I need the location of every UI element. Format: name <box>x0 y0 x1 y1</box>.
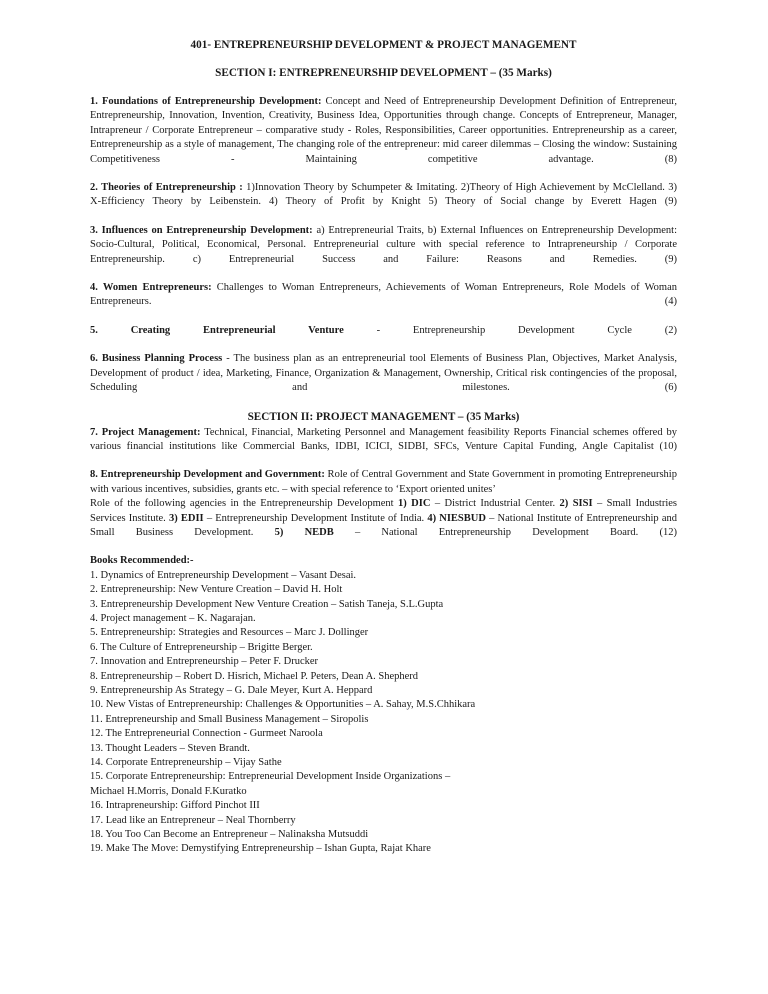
agency-dic-label: 1) DIC <box>398 498 431 510</box>
topic-body: Challenges to Woman Entrepreneurs, Achievements of Woman Entrepreneurs, Role Models of Woman Entrepreneurs. <box>90 282 677 308</box>
book-item: 18. You Too Can Become an Entrepreneur – Nalinaksha Mutsuddi <box>90 829 369 841</box>
topic-body: Concept and Need of Entrepreneurship Development Definition of Entrepreneur, Entrepreneurship, Innovation, Invention, Creativity, Business Idea, Opportunities through change. Concepts of Entrepreneur, Manager, Intrapreneur / Corporate Entrepreneur – comparative study - Roles, Responsibilities, Career opportunities. Entrepreneurship as a career, Entrepreneurship as a style of management, The changing role of the entrepreneur: mid career dilemmas – Closing the window: Sustaining Competitiveness - Maintaining competitive advantage. <box>90 96 678 165</box>
book-item: 16. Intrapreneurship: Gifford Pinchot III <box>90 800 260 812</box>
books-heading: Books Recommended:- <box>90 555 194 567</box>
book-item: 5. Entrepreneurship: Strategies and Resources – Marc J. Dollinger <box>90 627 369 639</box>
books-list <box>90 569 677 857</box>
agency-edii-text: – Entrepreneurship Development Institute of India. <box>203 512 428 524</box>
book-item: 17. Lead like an Entrepreneur – Neal Thornberry <box>90 814 296 826</box>
book-item: 2. Entrepreneurship: New Venture Creation – David H. Holt <box>90 584 343 596</box>
book-item: 3. Entrepreneurship Development New Venture Creation – Satish Taneja, S.L.Gupta <box>90 598 444 610</box>
book-item: 15. Corporate Entrepreneurship: Entrepreneurial Development Inside Organizations – <box>90 771 451 783</box>
agency-niesbud-text: – National Institute of Entrepreneurship and Small Business Development. <box>90 512 677 538</box>
agency-edii-label: 3) EDII <box>168 512 204 524</box>
book-item: 13. Thought Leaders – Steven Brandt. <box>90 742 250 754</box>
agencies-paragraph <box>90 497 677 540</box>
agency-nedb-label: 5) NEDB <box>274 526 334 538</box>
topic-marks: (10) <box>659 440 677 452</box>
section-1-heading: SECTION I: ENTREPRENEURSHIP DEVELOPMENT – (35 Marks) <box>215 67 552 79</box>
syllabus-page <box>90 38 677 857</box>
section-2-heading: SECTION II: PROJECT MANAGEMENT – (35 Marks) <box>247 410 520 423</box>
agencies-intro: Role of the following agencies in the Entrepreneurship Development <box>90 498 399 510</box>
topic-marks: (4) <box>664 296 677 308</box>
topic-heading: 3. Influences on Entrepreneurship Development: <box>90 224 313 236</box>
book-item: 4. Project management – K. Nagarajan. <box>90 612 256 624</box>
topic-body: 1)Innovation Theory by Schumpeter & Imitating. 2)Theory of High Achievement by McClelland. 3) X-Efficiency Theory by Leibenstein. 4) Theory of Profit by Knight 5) Theory of Social change by Everett Hagen <box>90 182 677 208</box>
topic-8 <box>90 468 677 497</box>
topic-body: - Entrepreneurship Development Cycle <box>343 324 632 336</box>
document-title: 401- ENTREPRENEURSHIP DEVELOPMENT & PROJECT MANAGEMENT <box>190 39 577 51</box>
book-item: 6. The Culture of Entrepreneurship – Brigitte Berger. <box>90 641 313 653</box>
topic-marks: (2) <box>664 324 677 336</box>
topic-body: Technical, Financial, Marketing Personnel and Management feasibility Reports Financial schemes offered by various financial institutions like Commercial Banks, IDBI, ICICI, SIDBI, SFCs, Venture Capital Funding, Angle Capitalist <box>90 426 677 452</box>
topic-3 <box>90 224 677 267</box>
book-item: 8. Entrepreneurship – Robert D. Hisrich, Michael P. Peters, Dean A. Shepherd <box>90 670 419 682</box>
agency-dic-text: – District Industrial Center. <box>430 498 560 510</box>
book-item: 19. Make The Move: Demystifying Entrepreneurship – Ishan Gupta, Rajat Khare <box>90 843 431 855</box>
book-item: 7. Innovation and Entrepreneurship – Peter F. Drucker <box>90 656 319 668</box>
agency-sisi-label: 2) SISI <box>559 498 593 510</box>
book-item: 12. The Entrepreneurial Connection - Gurmeet Naroola <box>90 728 323 740</box>
topic-heading: 1. Foundations of Entrepreneurship Development: <box>90 96 322 107</box>
topic-heading: 8. Entrepreneurship Development and Government: <box>90 469 325 481</box>
agency-sisi-text: – Small Industries Services Institute. <box>90 498 677 524</box>
topic-5 <box>90 324 677 338</box>
topic-body: - The business plan as an entrepreneurial tool Elements of Business Plan, Objectives, Market Analysis, Development of product / idea, Marketing, Finance, Organization & Management, Ownership, Critical risk contingencies of the proposal, Scheduling and milestones. <box>90 353 677 394</box>
topic-marks: (6) <box>664 382 677 394</box>
topic-marks: (12) <box>659 526 677 538</box>
topic-7 <box>90 426 677 455</box>
topic-heading: 6. Business Planning Process <box>90 353 223 365</box>
book-item: 9. Entrepreneurship As Strategy – G. Dale Meyer, Kurt A. Heppard <box>90 685 373 696</box>
topic-body: a) Entrepreneurial Traits, b) External Influences on Entrepreneurship Development: Socio-Cultural, Political, Economical, Personal. Entrepreneurial culture with special reference to Intrapreneurship / Corporate Entrepreneurship. c) Entrepreneurial Success and Failure: Reasons and Remedies. <box>90 224 678 265</box>
topic-heading: 7. Project Management: <box>90 426 201 438</box>
topic-marks: (8) <box>664 153 678 165</box>
topic-2 <box>90 181 677 210</box>
topic-heading: 5. Creating Entrepreneurial Venture <box>90 324 344 336</box>
topic-4 <box>90 281 677 310</box>
book-item: 11. Entrepreneurship and Small Business Management – Siropolis <box>90 713 369 725</box>
topic-heading: 4. Women Entrepreneurs: <box>90 282 212 294</box>
book-item: 10. New Vistas of Entrepreneurship: Challenges & Opportunities – A. Sahay, M.S.Chhikara <box>90 699 476 711</box>
topic-6 <box>90 352 677 395</box>
topic-heading: 2. Theories of Entrepreneurship : <box>90 182 243 194</box>
book-item: Michael H.Morris, Donald F.Kuratko <box>90 785 247 797</box>
topic-marks: (9) <box>664 253 677 265</box>
book-item: 14. Corporate Entrepreneurship – Vijay Sathe <box>90 757 282 769</box>
agency-nedb-text: – National Entrepreneurship Development Board. <box>333 526 639 538</box>
book-item: 1. Dynamics of Entrepreneurship Development – Vasant Desai. <box>90 569 357 581</box>
topic-1 <box>90 95 677 167</box>
agency-niesbud-label: 4) NIESBUD <box>427 512 486 524</box>
topic-body: Role of Central Government and State Government in promoting Entrepreneurship with various incentives, subsidies, grants etc. – with special reference to ‘Export oriented unites’ <box>90 469 677 495</box>
topic-marks: (9) <box>664 196 678 208</box>
